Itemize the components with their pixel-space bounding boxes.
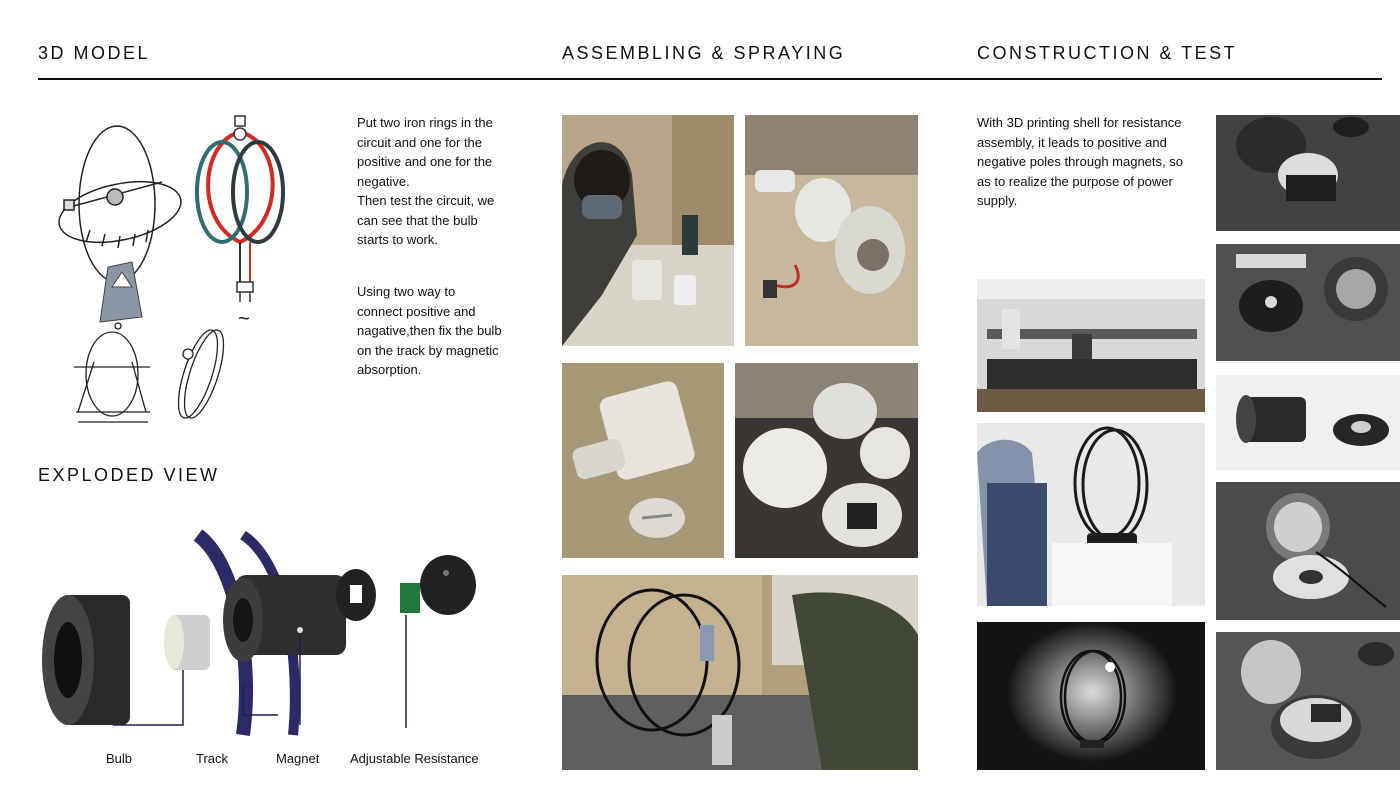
photo-person-with-lamp xyxy=(977,423,1205,606)
resistance-part xyxy=(420,555,476,615)
model-description-a xyxy=(357,113,527,250)
plug-symbol: ~ xyxy=(238,308,250,330)
photo-spray-painting-rings xyxy=(562,575,918,770)
label-adjustable-resistance: Adjustable Resistance xyxy=(350,751,479,766)
photo-3d-printer xyxy=(977,279,1205,412)
exploded-view-render xyxy=(38,525,508,740)
text-line: negative poles through magnets, so xyxy=(977,154,1183,169)
model-description-b xyxy=(357,282,527,380)
text-line: supply. xyxy=(977,193,1018,208)
heading-exploded-view: EXPLODED VIEW xyxy=(38,465,220,485)
heading-assembling-spraying: ASSEMBLING & SPRAYING xyxy=(562,43,846,63)
lamp-sketch xyxy=(54,126,187,282)
label-magnet: Magnet xyxy=(276,751,320,766)
label-track: Track xyxy=(196,751,229,766)
text-line: can see that the bulb xyxy=(357,212,478,228)
photo-person-testing-circuit xyxy=(562,115,734,346)
photo-shell-resistance-4 xyxy=(1216,482,1400,620)
ring-sketch xyxy=(170,326,231,422)
photo-shell-resistance-1 xyxy=(1216,115,1400,231)
heading-construction-test: CONSTRUCTION & TEST xyxy=(977,43,1238,63)
text-line: connect positive and xyxy=(357,303,476,319)
photo-shell-resistance-3 xyxy=(1216,375,1400,470)
text-line: circuit and one for the xyxy=(357,134,483,150)
pcb-part xyxy=(400,583,420,613)
text-line: on the track by magnetic xyxy=(357,342,499,358)
circuit-sketch xyxy=(197,132,283,282)
frame-sketch xyxy=(74,323,150,422)
header-divider xyxy=(38,78,1382,80)
photo-transparent-shell xyxy=(562,363,724,558)
text-line: absorption. xyxy=(357,362,422,377)
text-line: assembly, it leads to positive and xyxy=(977,134,1167,150)
label-bulb: Bulb xyxy=(106,751,133,766)
photo-white-printed-parts xyxy=(735,363,918,558)
magnet-cylinder-part xyxy=(164,615,210,670)
model-sketches xyxy=(50,112,340,442)
text-line: nagative,then fix the bulb xyxy=(357,323,502,338)
text-line: as to realize the purpose of power xyxy=(977,173,1173,189)
text-line: Put two iron rings in the xyxy=(357,115,493,130)
text-line: starts to work. xyxy=(357,232,438,247)
heading-3d-model: 3D MODEL xyxy=(38,43,151,63)
text-line: positive and one for the xyxy=(357,154,493,169)
text-line: Using two way to xyxy=(357,284,456,299)
photo-printed-parts-on-desk xyxy=(745,115,918,346)
photo-shell-resistance-5 xyxy=(1216,632,1400,770)
text-line: Then test the circuit, we xyxy=(357,193,495,208)
text-line: With 3D printing shell for resistance xyxy=(977,115,1182,130)
construction-description xyxy=(977,113,1207,211)
photo-shell-resistance-2 xyxy=(1216,244,1400,361)
text-line: negative. xyxy=(357,173,410,189)
photo-lamp-lit-dark xyxy=(977,622,1205,770)
bulb-part xyxy=(42,595,130,725)
